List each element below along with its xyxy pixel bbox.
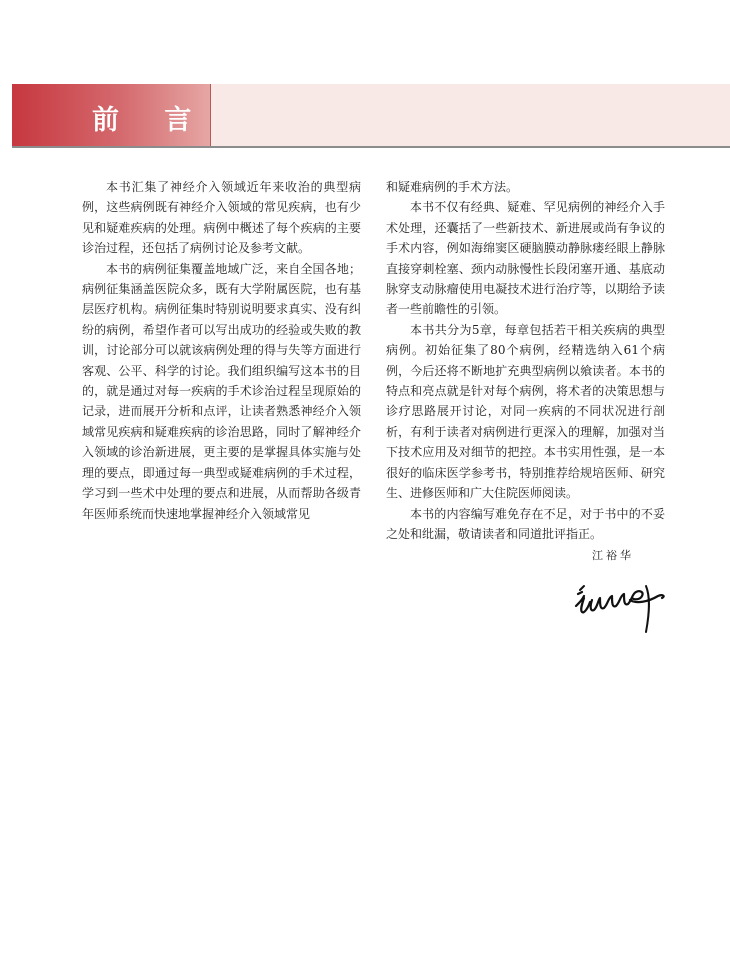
header-title-block	[12, 84, 211, 146]
left-column	[82, 177, 361, 524]
paragraph: 本书的病例征集覆盖地域广泛，来自全国各地；病例征集涵盖医院众多，既有大学附属医院，也有基层医疗机构。病例征集时特别说明要求真实、没有纠纷的病例，希望作者可以写出成功的经验或失败的教训，讨论部分可以就该病例处理的得与失等方面进行客观、公平、科学的讨论。我们组织编写这本书的目的，就是通过对每一疾病的手术诊治过程呈现原始的记录，进而展开分析和点评，让读者熟悉神经介入领域常见疾病和疑难疾病的诊治思路，同时了解神经介入领域的诊治新进展，更主要的是掌握具体实施与处理的要点，即通过每一典型或疑难病例的手术过程，学习到一些术中处理的要点和进展，从而帮助各级青年医师系统而快速地掌握神经介入领域常见	[82, 261, 361, 521]
paragraph: 本书汇集了神经介入领域近年来收治的典型病例，这些病例既有神经介入领域的常见疾病，也有少见和疑难疾病的处理。病例中概述了每个疾病的主要诊治过程，还包括了病例讨论及参考文献。	[82, 180, 361, 256]
chapter-header	[12, 84, 730, 148]
author-name: 江裕华	[592, 549, 634, 562]
page-title: 前 言	[92, 105, 210, 136]
paragraph: 本书共分为5章，每章包括若干相关疾病的典型病例。初始征集了80个病例，经精选纳入61个病例，今后还将不断地扩充典型病例以飨读者。本书的特点和亮点就是针对每个病例，将术者的决策思想与诊疗思路展开讨论，对同一疾病的不同状况进行剖析，有利于读者对病例进行更深入的理解，加强对当下技术应用及对细节的把控。本书实用性强，是一本很好的临床医学参考书，特别推荐给规培医师、研究生、进修医师和广大住院医师阅读。	[386, 322, 665, 501]
handwritten-signature	[570, 566, 670, 636]
paragraph-continuation: 和疑难病例的手术方法。	[386, 180, 519, 194]
paragraph: 本书不仅有经典、疑难、罕见病例的神经介入手术处理，还囊括了一些新技术、新进展或尚有争议的手术内容，例如海绵窦区硬脑膜动静脉瘘经眼上静脉直接穿刺栓塞、颈内动脉慢性长段闭塞开通、基底动脉穿支动脉瘤使用电凝技术进行治疗等，以期给予读者一些前瞻性的引领。	[386, 200, 665, 317]
right-column	[386, 177, 665, 544]
paragraph: 本书的内容编写难免存在不足，对于书中的不妥之处和纰漏，敬请读者和同道批评指正。	[386, 506, 665, 541]
